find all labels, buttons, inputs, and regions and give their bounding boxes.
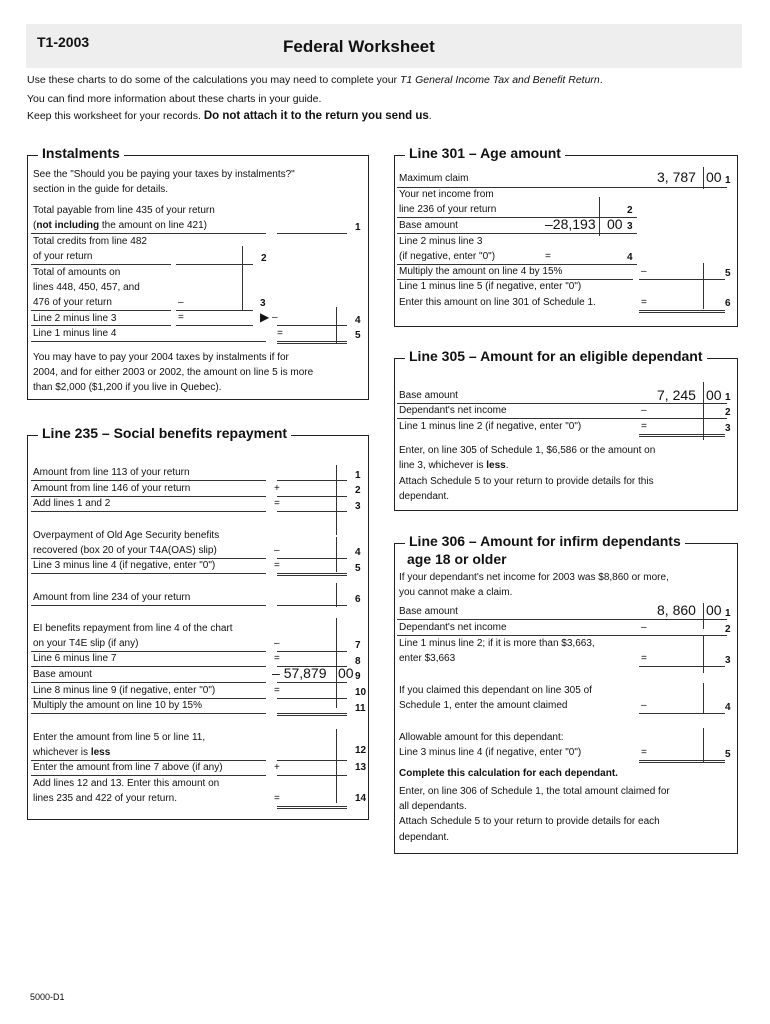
- row-label: Line 6 minus line 7: [33, 653, 117, 664]
- line-306-box: Line 306 – Amount for infirm dependants age 18 or older If your dependant's net income for 2003 was $8,860 or more, you cannot make a claim. Base amount 8, 860 00 1 Dependant's net income – 2 Line 1 minus line 2; if it is more than $3,663, enter $3,663 = 3 If you claimed this dependant on line 305 of Schedule 1, enter the amount claimed – 4 Allowable amount for this dependant: Line 3 minus line 4 (if negative, enter "0") = 5 Complete this calculation for each dependant. Enter, on line 306 of Schedule 1, the total amount claimed for all dependants. Attach Schedule 5 to your return to provide details for each dependant.: [394, 543, 738, 854]
- row-label: Total credits from line 482: [33, 236, 147, 247]
- row-label: Amount from line 146 of your return: [33, 483, 191, 494]
- row-label: enter $3,663: [399, 653, 456, 664]
- base-amount-value: –28,193: [545, 216, 596, 232]
- base-amount-cents: 00: [607, 216, 623, 232]
- row-label: (not including the amount on line 421): [33, 220, 207, 231]
- line-306-intro: you cannot make a claim.: [399, 587, 513, 598]
- instalments-title: Instalments: [38, 145, 124, 161]
- base-amount-cents: 00: [706, 387, 722, 403]
- line-306-note: Enter, on line 306 of Schedule 1, the total amount claimed for: [399, 786, 670, 797]
- row-label: of your return: [33, 251, 93, 262]
- form-code: 5000-D1: [30, 992, 65, 1002]
- row-label: EI benefits repayment from line 4 of the chart: [33, 623, 233, 634]
- instalments-note: section in the guide for details.: [33, 184, 169, 195]
- row-label: Enter the amount from line 7 above (if any): [33, 762, 223, 773]
- row-label: Overpayment of Old Age Security benefits: [33, 530, 220, 541]
- line-306-title: Line 306 – Amount for infirm dependants: [405, 533, 685, 549]
- form-id: T1-2003: [37, 34, 90, 50]
- line-306-note: dependant.: [399, 832, 450, 843]
- row-label: 476 of your return: [33, 297, 112, 308]
- base-amount-value: 8, 860: [657, 602, 696, 618]
- row-label: Base amount: [33, 669, 92, 680]
- row-label: Dependant's net income: [399, 622, 507, 633]
- instalments-footnote: You may have to pay your 2004 taxes by instalments if for: [33, 352, 289, 363]
- row-label: Line 2 minus line 3: [399, 236, 483, 247]
- line-306-intro: If your dependant's net income for 2003 was $8,860 or more,: [399, 572, 669, 583]
- line-305-note: line 3, whichever is less.: [399, 460, 509, 471]
- row-label: Enter this amount on line 301 of Schedule 1.: [399, 297, 596, 308]
- intro-line-2: You can find more information about these charts in your guide.: [27, 93, 322, 105]
- line-306-note: Attach Schedule 5 to your return to provide details for each: [399, 816, 660, 827]
- row-label: Amount from line 113 of your return: [33, 467, 190, 478]
- instalments-footnote: 2004, and for either 2003 or 2002, the amount on line 5 is more: [33, 367, 314, 378]
- row-label: Base amount: [399, 390, 458, 401]
- row-label: Line 3 minus line 4 (if negative, enter "0"): [33, 560, 216, 571]
- line-305-note: dependant.: [399, 491, 450, 502]
- instalments-note: See the "Should you be paying your taxes by instalments?": [33, 169, 295, 180]
- line-305-note: Enter, on line 305 of Schedule 1, $6,586 or the amount on: [399, 445, 656, 456]
- row-label: Line 1 minus line 2; if it is more than $3,663,: [399, 638, 595, 649]
- row-label: Line 3 minus line 4 (if negative, enter "0"): [399, 747, 582, 758]
- row-label: Multiply the amount on line 4 by 15%: [399, 266, 563, 277]
- row-label: Multiply the amount on line 10 by 15%: [33, 700, 202, 711]
- row-label: Add lines 12 and 13. Enter this amount on: [33, 778, 220, 789]
- row-label: Line 2 minus line 3: [33, 313, 117, 324]
- base-amount-value: 7, 245: [657, 387, 696, 403]
- base-amount-cents: 00: [338, 665, 354, 681]
- row-label: If you claimed this dependant on line 305 of: [399, 685, 592, 696]
- row-label: lines 448, 450, 457, and: [33, 282, 140, 293]
- row-label: on your T4E slip (if any): [33, 638, 139, 649]
- row-label: lines 235 and 422 of your return.: [33, 793, 177, 804]
- max-amount-cents: 00: [706, 169, 722, 185]
- row-label: Line 1 minus line 2 (if negative, enter "0"): [399, 421, 582, 432]
- row-label: Line 1 minus line 4: [33, 328, 117, 339]
- base-amount-value: – 57,879: [272, 665, 327, 681]
- row-label: Schedule 1, enter the amount claimed: [399, 700, 568, 711]
- line-301-box: Line 301 – Age amount Maximum claim 3, 787 00 1 Your net income from line 236 of your return 2 Base amount –28,193 00 3 Line 2 minus line 3 (if negative, enter "0") = 4 Multiply the amount on line 4 by 15% – 5 Line 1 minus line 5 (if negative, enter "0") Enter this amount on line 301 of Schedule 1. = 6: [394, 155, 738, 327]
- row-label: Dependant's net income: [399, 405, 507, 416]
- line-306-note-bold: Complete this calculation for each dependant.: [399, 768, 618, 779]
- row-label: Enter the amount from line 5 or line 11,: [33, 732, 206, 743]
- row-label: Your net income from: [399, 189, 494, 200]
- row-label: whichever is less: [33, 747, 111, 758]
- line-301-title: Line 301 – Age amount: [405, 145, 565, 161]
- row-label: recovered (box 20 of your T4A(OAS) slip): [33, 545, 217, 556]
- row-label: Line 1 minus line 5 (if negative, enter "0"): [399, 281, 582, 292]
- page-title: Federal Worksheet: [283, 37, 435, 56]
- row-label: Total of amounts on: [33, 267, 121, 278]
- line-305-note: Attach Schedule 5 to your return to provide details for this: [399, 476, 654, 487]
- instalments-footnote: than $2,000 ($1,200 if you live in Quebec).: [33, 382, 222, 393]
- row-label: Base amount: [399, 606, 458, 617]
- line-306-title-2: age 18 or older: [407, 551, 507, 567]
- intro-line-1: Use these charts to do some of the calculations you may need to complete your T1 General Income Tax and Benefit Return.: [27, 74, 603, 86]
- max-amount-value: 3, 787: [657, 169, 696, 185]
- line-305-box: Line 305 – Amount for an eligible dependant Base amount 7, 245 00 1 Dependant's net income – 2 Line 1 minus line 2 (if negative, enter "0") = 3 Enter, on line 305 of Schedule 1, $6,586 or the amount on line 3, whichever is less. Attach Schedule 5 to your return to provide details for this dependant.: [394, 358, 738, 511]
- line-306-note: all dependants.: [399, 801, 467, 812]
- row-label: Amount from line 234 of your return: [33, 592, 191, 603]
- line-305-title: Line 305 – Amount for an eligible dependant: [405, 348, 707, 364]
- row-label: Line 8 minus line 9 (if negative, enter "0"): [33, 685, 216, 696]
- intro-line-3: Keep this worksheet for your records. Do not attach it to the return you send us.: [27, 110, 432, 122]
- row-label: Maximum claim: [399, 173, 469, 184]
- row-label: Base amount: [399, 220, 458, 231]
- row-label: line 236 of your return: [399, 204, 497, 215]
- line-235-box: Line 235 – Social benefits repayment Amount from line 113 of your return 1 Amount from line 146 of your return + 2 Add lines 1 and 2 = 3 Overpayment of Old Age Security benefits recovered (box 20 of your T4A(OAS) slip) – 4 Line 3 minus line 4 (if negative, enter "0") = 5 Amount from line 234 of your return 6 EI benefits repayment from line 4 of the chart on your T4E slip (if any) – 7 Line 6 minus line 7 = 8 Base amount – 57,879 00 9 Line 8 minus line 9 (if negative, enter "0") = 10 Multiply the amount on line 10 by 15% 11 Enter the amount from line 5 or line 11, whichever is less 12 Enter the amount from line 7 above (if any) + 13 Add lines 12 and 13. Enter this amount on lines 235 and 422 of your return. = 14: [27, 435, 369, 820]
- instalments-box: Instalments See the "Should you be paying your taxes by instalments?" section in the guide for details. Total payable from line 435 of your return (not including the amount on line 421) 1 Total credits from line 482 of your return 2 Total of amounts on lines 448, 450, 457, and 476 of your return – 3 Line 2 minus line 3 = ▶ – 4 Line 1 minus line 4 = 5 You may have to pay your 2004 taxes by instalments if for 2004, and for either 2003 or 2002, the amount on line 5 is more than $2,000 ($1,200 if you live in Quebec).: [27, 155, 369, 400]
- base-amount-cents: 00: [706, 602, 722, 618]
- row-label: (if negative, enter "0"): [399, 251, 496, 262]
- row-label: Allowable amount for this dependant:: [399, 732, 564, 743]
- line-235-title: Line 235 – Social benefits repayment: [38, 425, 291, 441]
- row-label: Total payable from line 435 of your return: [33, 205, 215, 216]
- row-label: Add lines 1 and 2: [33, 498, 111, 509]
